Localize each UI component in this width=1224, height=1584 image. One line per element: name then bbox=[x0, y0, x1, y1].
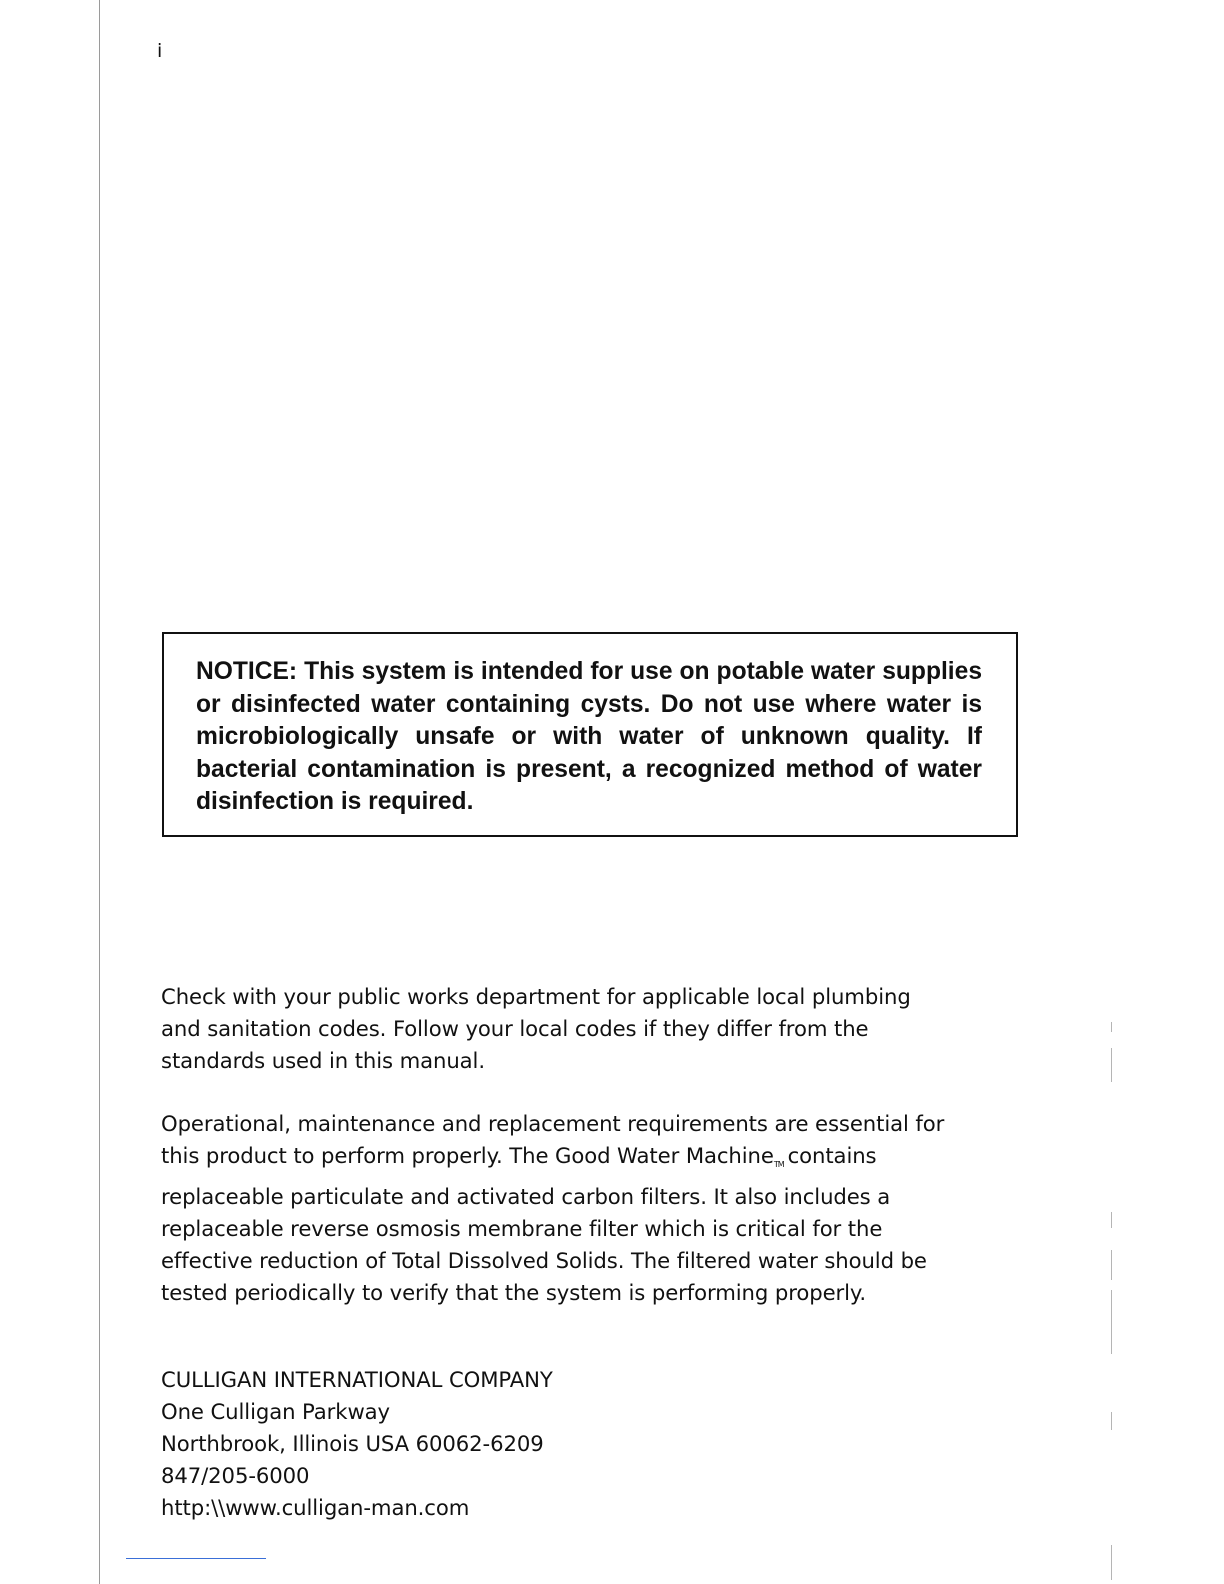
paragraph-line bbox=[161, 1140, 944, 1181]
paragraph-line-segment: this product to perform properly. The Good Water Machine bbox=[161, 1143, 774, 1168]
scan-edge-mark bbox=[1111, 1022, 1112, 1032]
scan-edge-mark bbox=[1111, 1290, 1112, 1354]
scan-edge-mark bbox=[1111, 1412, 1112, 1430]
paragraph-line-segment: contains bbox=[787, 1143, 877, 1168]
company-address-block bbox=[161, 1364, 553, 1524]
paragraph-line: tested periodically to verify that the system is performing properly. bbox=[161, 1280, 866, 1305]
page-left-edge-rule bbox=[99, 0, 100, 1584]
maintenance-paragraph bbox=[161, 1108, 944, 1309]
notice-box bbox=[162, 632, 1018, 837]
company-phone: 847/205-6000 bbox=[161, 1463, 310, 1488]
trademark-symbol: TM bbox=[773, 1160, 784, 1169]
company-website-link[interactable]: http:\\www.culligan-man.com bbox=[161, 1495, 470, 1520]
bottom-link-underline bbox=[126, 1558, 266, 1559]
scan-edge-mark bbox=[1111, 1250, 1112, 1280]
company-city: Northbrook, Illinois USA 60062-6209 bbox=[161, 1431, 544, 1456]
page-number: i bbox=[157, 40, 163, 62]
paragraph-line: replaceable particulate and activated carbon filters. It also includes a bbox=[161, 1184, 891, 1209]
paragraph-line: effective reduction of Total Dissolved Solids. The filtered water should be bbox=[161, 1248, 927, 1273]
scan-edge-mark bbox=[1111, 1212, 1112, 1228]
paragraph-line: standards used in this manual. bbox=[161, 1048, 485, 1073]
paragraph-line: replaceable reverse osmosis membrane filter which is critical for the bbox=[161, 1216, 883, 1241]
notice-text: NOTICE: This system is intended for use on potable water supplies or disinfected water containing cysts. Do not use where water is microbiologically unsafe or with water of unknown quality. If bacterial contamination is present, a recognized method of water disinfection is required. bbox=[196, 658, 982, 815]
paragraph-line: and sanitation codes. Follow your local codes if they differ from the bbox=[161, 1016, 869, 1041]
company-name: CULLIGAN INTERNATIONAL COMPANY bbox=[161, 1367, 553, 1392]
scan-edge-mark bbox=[1111, 1048, 1112, 1082]
plumbing-codes-paragraph bbox=[161, 981, 911, 1077]
scan-edge-mark bbox=[1111, 1545, 1112, 1580]
company-street: One Culligan Parkway bbox=[161, 1399, 390, 1424]
paragraph-line: Check with your public works department for applicable local plumbing bbox=[161, 984, 911, 1009]
paragraph-line: Operational, maintenance and replacement requirements are essential for bbox=[161, 1111, 945, 1136]
